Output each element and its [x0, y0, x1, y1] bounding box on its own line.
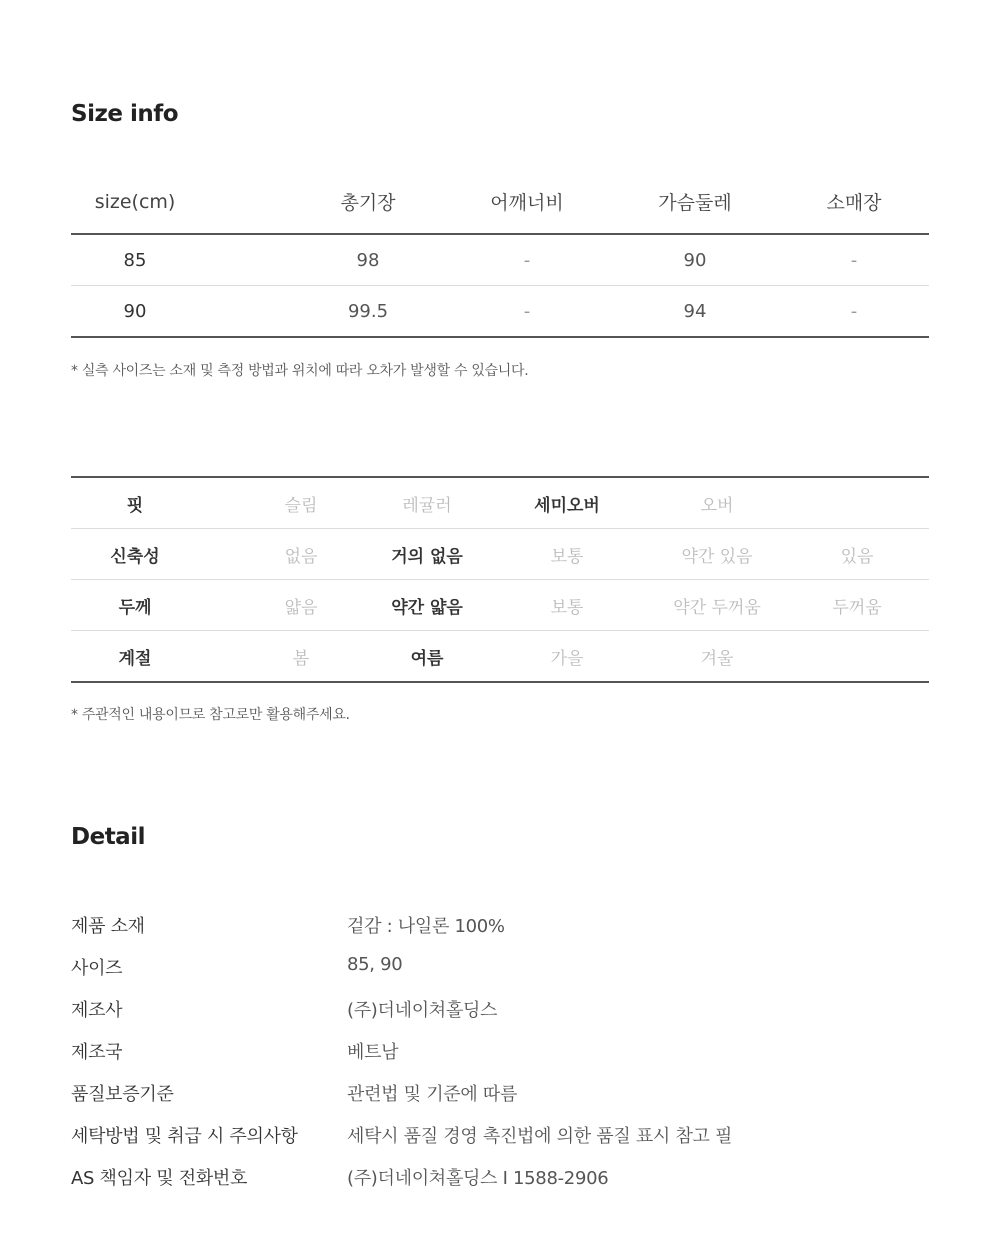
fit-option: 오버: [700, 495, 734, 516]
header-chest: 가슴둘레: [658, 192, 732, 214]
header-sleeve-length: 소매장: [826, 192, 882, 214]
header-total-length: 총기장: [340, 192, 396, 214]
header-shoulder-width: 어깨너비: [490, 192, 564, 214]
detail-value: (주)더네이쳐홀딩스: [347, 1000, 498, 1021]
season-option: [797, 631, 917, 681]
total-length-value: 98: [356, 249, 380, 271]
detail-row-material: [71, 912, 929, 954]
detail-value: 베트남: [347, 1042, 399, 1063]
detail-value: 겉감 : 나일론 100%: [347, 916, 505, 937]
size-value: 85: [123, 249, 147, 271]
detail-value: 85, 90: [347, 954, 403, 975]
detail-label: 사이즈: [71, 958, 123, 979]
thickness-option: 약간 두꺼움: [673, 597, 761, 618]
detail-label: 제품 소재: [71, 916, 145, 937]
fit-table: [71, 476, 929, 683]
detail-label: 제조사: [71, 1000, 123, 1021]
season-label: 계절: [118, 648, 152, 669]
detail-row-country: [71, 1038, 929, 1080]
elasticity-option: 없음: [284, 546, 318, 567]
detail-value: 세탁시 품질 경영 촉진법에 의한 품질 표시 참고 필: [347, 1126, 733, 1147]
shoulder-width-value: -: [523, 300, 531, 322]
sleeve-length-value: -: [850, 300, 858, 322]
elasticity-option: 약간 있음: [681, 546, 753, 567]
fit-row-thickness: [71, 580, 929, 631]
elasticity-option: 있음: [840, 546, 874, 567]
fit-option: [797, 478, 917, 528]
season-option: 봄: [292, 648, 310, 669]
thickness-option: 얇음: [284, 597, 318, 618]
header-size: size(cm): [94, 190, 176, 213]
thickness-label: 두께: [118, 597, 152, 618]
detail-row-care: [71, 1122, 929, 1164]
elasticity-option: 거의 없음: [391, 546, 463, 567]
fit-note: * 주관적인 내용이므로 참고로만 활용해주세요.: [71, 707, 350, 723]
detail-row-size: [71, 954, 929, 996]
fit-row-fit: [71, 478, 929, 529]
season-option: 가을: [550, 648, 584, 669]
detail-label: AS 책임자 및 전화번호: [71, 1168, 248, 1189]
thickness-option: 두꺼움: [832, 597, 882, 618]
total-length-value: 99.5: [347, 300, 389, 322]
elasticity-option: 보통: [550, 546, 584, 567]
sleeve-length-value: -: [850, 249, 858, 271]
detail-value: 관련법 및 기준에 따름: [347, 1084, 518, 1105]
thickness-option: 보통: [550, 597, 584, 618]
fit-label: 핏: [126, 495, 144, 516]
detail-title: Detail: [71, 824, 145, 850]
detail-label: 제조국: [71, 1042, 123, 1063]
detail-label: 세탁방법 및 취급 시 주의사항: [71, 1126, 298, 1147]
detail-list: [71, 912, 929, 1206]
thickness-option: 약간 얇음: [391, 597, 463, 618]
fit-row-elasticity: [71, 529, 929, 580]
size-table: [71, 170, 929, 338]
table-row: [71, 286, 929, 338]
fit-row-season: [71, 631, 929, 683]
detail-row-manufacturer: [71, 996, 929, 1038]
shoulder-width-value: -: [523, 249, 531, 271]
size-value: 90: [123, 300, 147, 322]
fit-option: 레귤러: [402, 495, 452, 516]
fit-option: 세미오버: [534, 495, 600, 516]
size-table-header: [71, 170, 929, 235]
size-note: * 실측 사이즈는 소재 및 측정 방법과 위치에 따라 오차가 발생할 수 있습니다.: [71, 363, 529, 379]
chest-value: 90: [683, 249, 707, 271]
size-info-title: Size info: [71, 101, 179, 127]
season-option: 겨울: [700, 648, 734, 669]
season-option: 여름: [410, 648, 444, 669]
detail-value: (주)더네이쳐홀딩스 I 1588-2906: [347, 1168, 609, 1189]
elasticity-label: 신축성: [110, 546, 160, 567]
fit-option: 슬림: [284, 495, 318, 516]
chest-value: 94: [683, 300, 707, 322]
detail-label: 품질보증기준: [71, 1084, 174, 1105]
detail-row-quality: [71, 1080, 929, 1122]
detail-row-as: [71, 1164, 929, 1206]
table-row: [71, 235, 929, 286]
